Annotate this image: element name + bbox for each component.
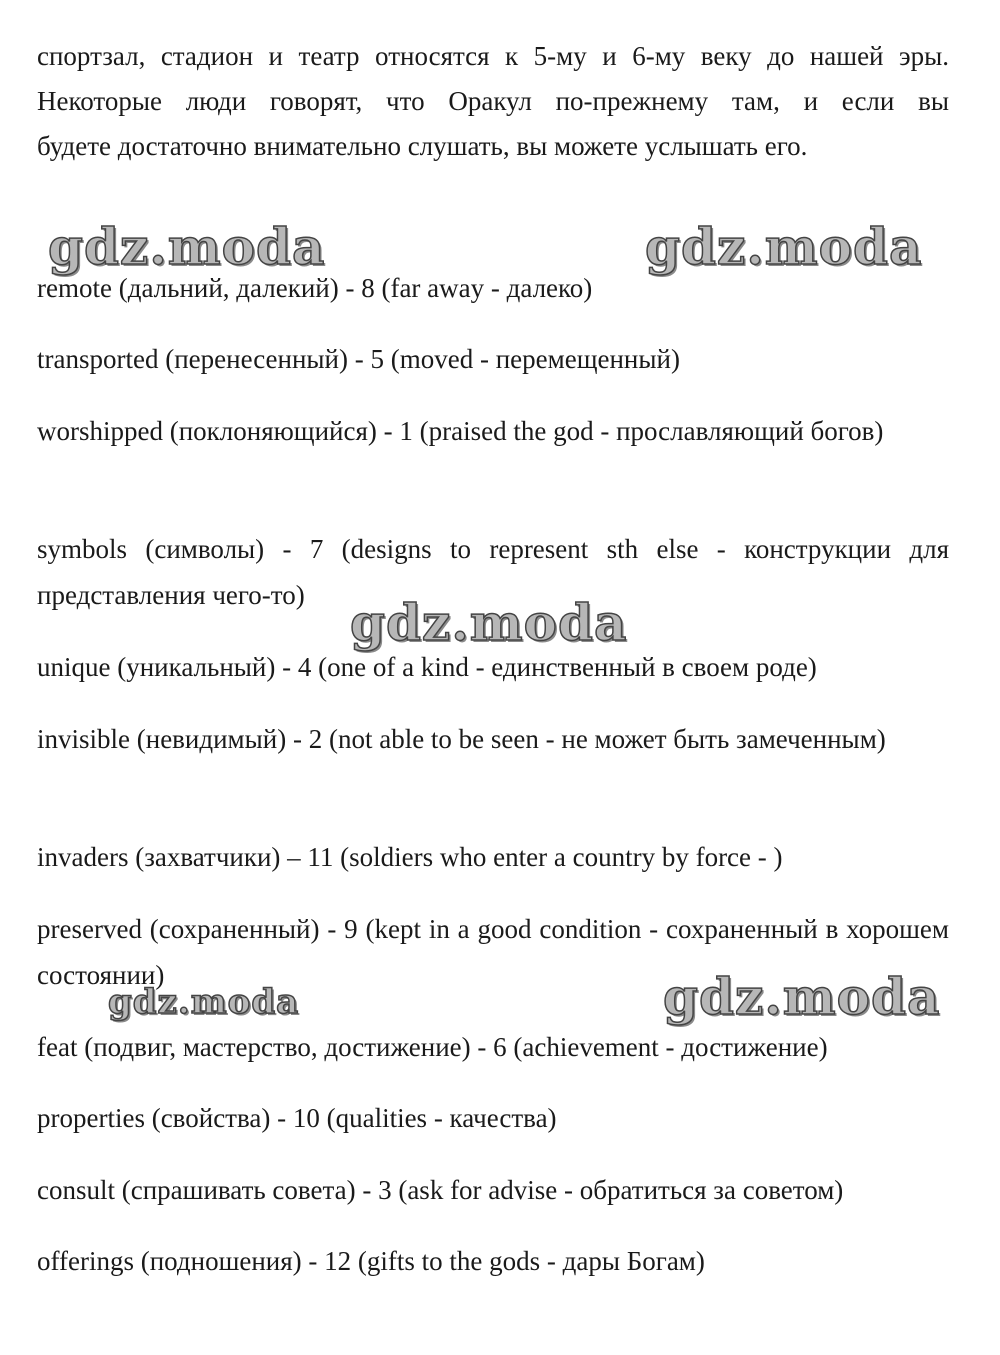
intro-line: спортзал, стадион и театр относятся к 5-му и 6-му веку до нашей эры. — [37, 41, 949, 71]
vocab-entry: unique (уникальный) - 4 (one of a kind - единственный в своем роде) — [37, 652, 817, 682]
watermark: gdz.moda — [645, 217, 923, 276]
vocab-entry: feat (подвиг, мастерство, достижение) - 6 (achievement - достижение) — [37, 1032, 828, 1062]
vocab-entry: invaders (захватчики) – 11 (soldiers who enter a country by force - ) — [37, 842, 783, 872]
vocab-entry: preserved (сохраненный) - 9 (kept in a good condition - сохраненный в хорошем состоянии) — [37, 914, 949, 990]
intro-paragraph — [37, 34, 949, 169]
vocab-entry: consult (спрашивать совета) - 3 (ask for advise - обратиться за советом) — [37, 1175, 844, 1205]
vocab-entry: symbols (символы) - 7 (designs to represent sth else - конструкции для представления чего-то) — [37, 534, 949, 610]
vocab-entry: invisible (невидимый) - 2 (not able to be seen - не может быть замеченным) — [37, 724, 886, 754]
vocab-entry: offerings (подношения) - 12 (gifts to the gods - дары Богам) — [37, 1246, 705, 1276]
vocab-entry: worshipped (поклоняющийся) - 1 (praised the god - прославляющий богов) — [37, 416, 884, 446]
watermark: gdz.moda — [48, 217, 326, 276]
vocab-entry: remote (дальний, далекий) - 8 (far away - далеко) — [37, 273, 593, 303]
vocab-entry: transported (перенесенный) - 5 (moved - перемещенный) — [37, 344, 680, 374]
intro-line: будете достаточно внимательно слушать, вы можете услышать его. — [37, 131, 808, 161]
watermark: gdz.moda — [108, 982, 300, 1022]
watermark: gdz.moda — [663, 967, 941, 1026]
vocab-entry: properties (свойства) - 10 (qualities - качества) — [37, 1103, 557, 1133]
watermark: gdz.moda — [350, 593, 628, 652]
intro-line: Некоторые люди говорят, что Оракул по-прежнему там, и если вы — [37, 86, 949, 116]
